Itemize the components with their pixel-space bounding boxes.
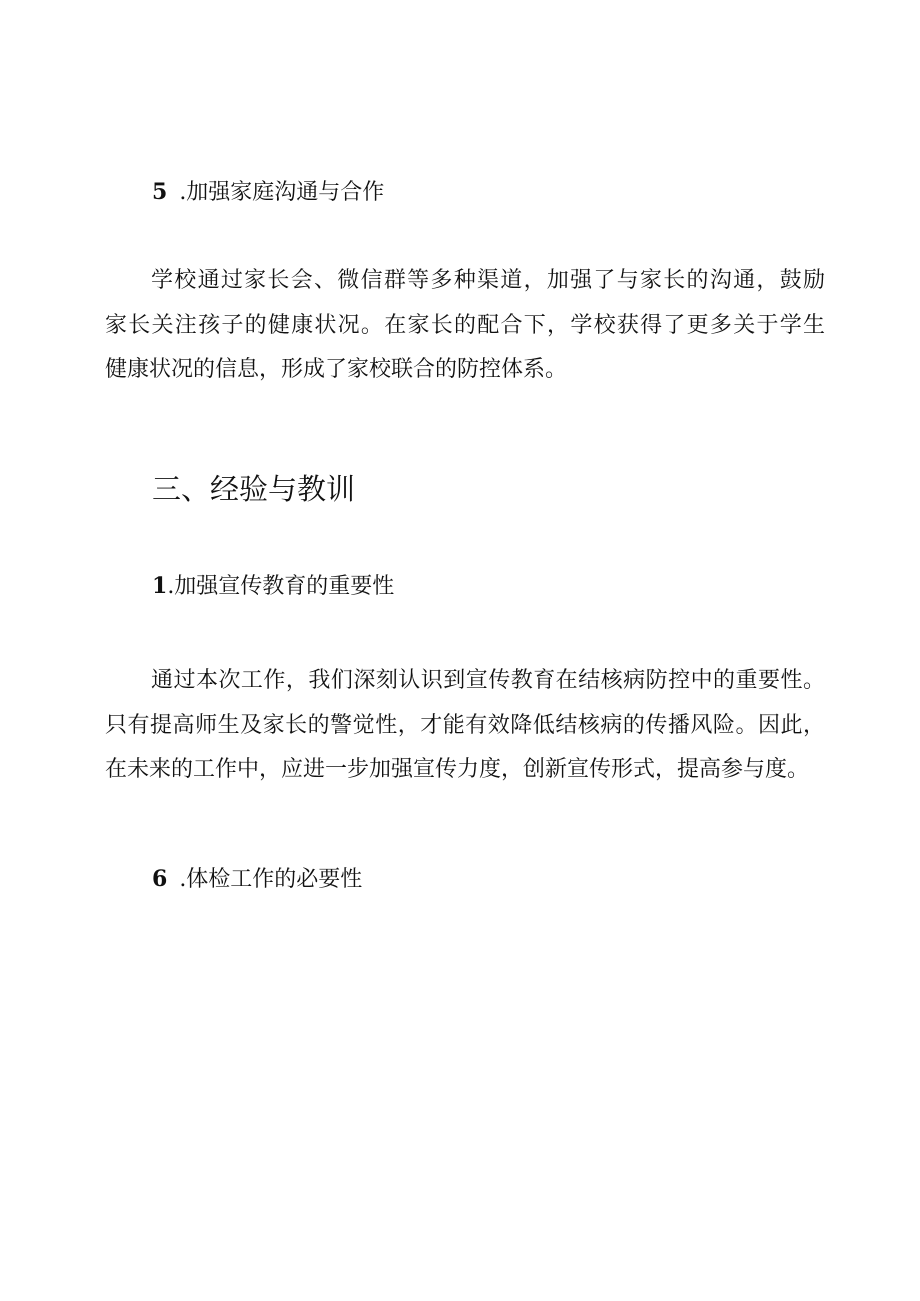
paragraph-line: 通过本次工作，我们深刻认识到宣传教育在结核病防控中的重要性。 xyxy=(151,668,825,693)
subheading-title: .加强家庭沟通与合作 xyxy=(179,180,385,205)
paragraph-family-communication xyxy=(105,259,825,393)
paragraph-line: 学校通过家长会、微信群等多种渠道，加强了与家长的沟通，鼓励 xyxy=(151,268,825,293)
subheading-5 xyxy=(152,176,852,209)
subheading-6 xyxy=(152,863,852,896)
subheading-title: .体检工作的必要性 xyxy=(179,867,363,892)
subheading-number: 1 xyxy=(152,573,168,599)
subheading-title: .加强宣传教育的重要性 xyxy=(167,574,395,599)
paragraph-line: 只有提高师生及家长的警觉性，才能有效降低结核病的传播风险。因此， xyxy=(105,712,825,738)
subheading-number: 6 xyxy=(152,866,168,892)
subheading-number: 5 xyxy=(152,179,168,205)
section-heading-3: 三、经验与教训 xyxy=(152,472,356,506)
paragraph-line: 健康状况的信息，形成了家校联合的防控体系。 xyxy=(105,357,568,382)
paragraph-lessons xyxy=(105,659,825,793)
paragraph-line: 在未来的工作中，应进一步加强宣传力度，创新宣传形式，提高参与度。 xyxy=(105,757,810,782)
paragraph-line: 家长关注孩子的健康状况。在家长的配合下，学校获得了更多关于学生 xyxy=(105,312,825,338)
subheading-1 xyxy=(152,570,852,603)
